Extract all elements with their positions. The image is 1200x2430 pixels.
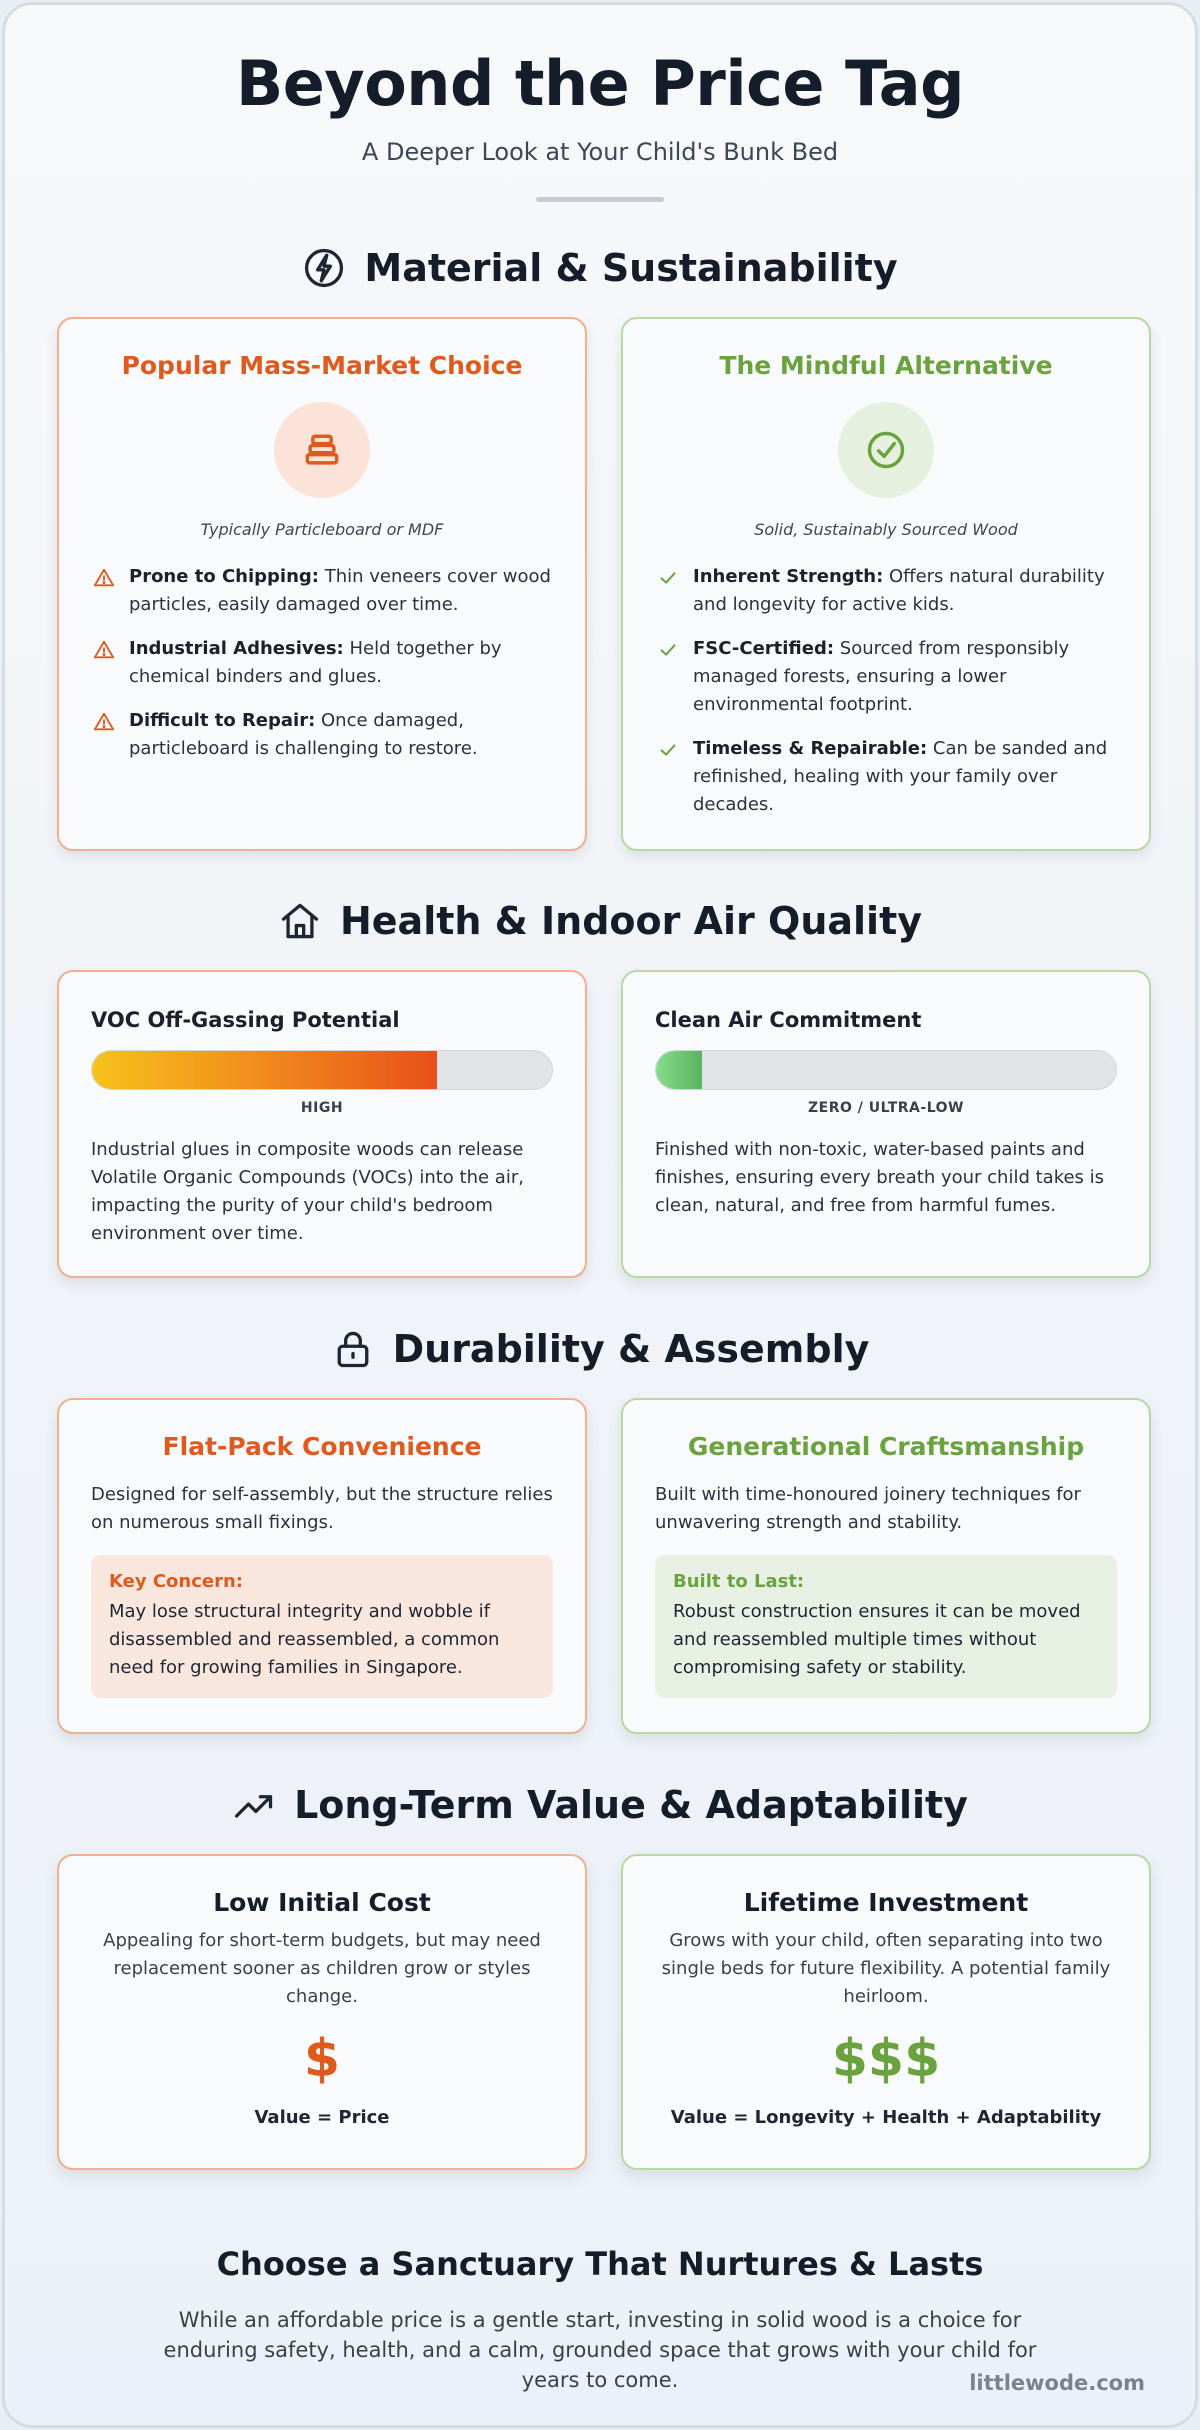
item-text: Offers natural durability and longevity for active kids. — [693, 566, 1105, 615]
concern-text: Robust construction ensures it can be moved and reassembled multiple times without compromising safety or stability. — [673, 1601, 1081, 1678]
card-flat-pack — [57, 1398, 587, 1734]
card-mass-market-material — [57, 317, 587, 851]
clean-air-level-label: ZERO / ULTRA-LOW — [808, 1100, 964, 1116]
card-heading: Generational Craftsmanship — [687, 1432, 1085, 1461]
item-text: Can be sanded and refinished, healing with your family over decades. — [693, 738, 1108, 815]
voc-level-label: HIGH — [300, 1100, 344, 1116]
item-text: Once damaged, particleboard is challenging to restore. — [129, 710, 478, 759]
item-label: Inherent Strength: — [693, 566, 884, 587]
section-title-material — [5, 243, 1195, 293]
price-symbol: $ — [303, 2029, 341, 2089]
warning-icon — [93, 567, 115, 589]
card-heading: VOC Off-Gassing Potential — [91, 1008, 400, 1032]
layers-icon — [300, 428, 344, 472]
card-voc-potential — [57, 970, 587, 1278]
section-title-durability — [5, 1324, 1195, 1374]
card-description: Designed for self-assembly, but the structure relies on numerous small fixings. — [91, 1484, 553, 1533]
card-mindful-material — [621, 317, 1151, 851]
card-heading: Popular Mass-Market Choice — [121, 351, 523, 380]
card-clean-air — [621, 970, 1151, 1278]
check-icon — [657, 639, 679, 661]
item-text: Held together by chemical binders and glues. — [129, 638, 502, 687]
value-equation: Value = Longevity + Health + Adaptability — [670, 2107, 1102, 2128]
footer-title: Choose a Sanctuary That Nurtures & Lasts — [216, 2245, 984, 2283]
header-divider — [536, 197, 664, 202]
check-circle-icon — [864, 428, 908, 472]
card-craftsmanship — [621, 1398, 1151, 1734]
key-concern-box — [91, 1555, 553, 1698]
list-item — [93, 635, 551, 691]
card-lifetime-investment — [621, 1854, 1151, 2170]
item-label: Industrial Adhesives: — [129, 638, 344, 659]
infographic-frame — [2, 2, 1198, 2428]
benefits-list — [657, 563, 1115, 819]
badge-check — [838, 402, 934, 498]
card-heading: Lifetime Investment — [743, 1888, 1029, 1917]
card-heading: Low Initial Cost — [213, 1888, 431, 1917]
section-title-value — [5, 1780, 1195, 1830]
item-label: Timeless & Repairable: — [693, 738, 928, 759]
badge-layers — [274, 402, 370, 498]
voc-level-bar — [91, 1050, 553, 1090]
footer-text: While an affordable price is a gentle start, investing in solid wood is a choice for enduring safety, health, and a calm, grounded space that grows with your child for years to come. — [163, 2308, 1037, 2392]
trend-up-icon — [232, 1783, 276, 1827]
item-label: Prone to Chipping: — [129, 566, 319, 587]
clean-air-level-fill — [656, 1051, 702, 1089]
warning-icon — [93, 639, 115, 661]
drawbacks-list — [93, 563, 551, 763]
card-description: Grows with your child, often separating into two single beds for future flexibility. A potential family heirloom. — [661, 1930, 1111, 2007]
section-title-text: Material & Sustainability — [364, 246, 898, 290]
section-title-text: Long-Term Value & Adaptability — [294, 1783, 968, 1827]
section-title-health — [5, 896, 1195, 946]
item-text: Sourced from responsibly managed forests, ensuring a lower environmental footprint. — [693, 638, 1070, 715]
list-item — [93, 563, 551, 619]
page-subtitle: A Deeper Look at Your Child's Bunk Bed — [361, 138, 839, 166]
card-description: Finished with non-toxic, water-based paints and finishes, ensuring every breath your child takes is clean, natural, and free from harmful fumes. — [655, 1139, 1105, 1216]
section-title-text: Health & Indoor Air Quality — [339, 899, 923, 943]
concern-title: Key Concern: — [109, 1571, 243, 1592]
house-icon — [278, 899, 322, 943]
leaf-bolt-icon — [302, 246, 346, 290]
material-caption: Solid, Sustainably Sourced Wood — [754, 520, 1018, 539]
concern-text: May lose structural integrity and wobble if disassembled and reassembled, a common need for growing families in Singapore. — [109, 1601, 500, 1678]
card-heading: Clean Air Commitment — [655, 1008, 922, 1032]
check-icon — [657, 739, 679, 761]
card-low-cost — [57, 1854, 587, 2170]
value-equation: Value = Price — [254, 2107, 390, 2128]
list-item — [657, 635, 1115, 719]
section-title-text: Durability & Assembly — [392, 1327, 870, 1371]
clean-air-level-bar — [655, 1050, 1117, 1090]
concern-title: Built to Last: — [673, 1571, 805, 1592]
list-item — [657, 563, 1115, 619]
warning-icon — [93, 711, 115, 733]
material-caption: Typically Particleboard or MDF — [200, 520, 444, 539]
item-text: Thin veneers cover wood particles, easily damaged over time. — [129, 566, 551, 615]
check-icon — [657, 567, 679, 589]
built-to-last-box — [655, 1555, 1117, 1698]
card-description: Built with time-honoured joinery techniques for unwavering strength and stability. — [655, 1484, 1081, 1533]
lock-icon — [331, 1327, 375, 1371]
brand-link[interactable]: littlewode.com — [969, 2371, 1145, 2395]
voc-level-fill — [92, 1051, 437, 1089]
price-symbol: $$$ — [831, 2029, 941, 2089]
item-label: Difficult to Repair: — [129, 710, 316, 731]
page-header — [5, 45, 1195, 202]
card-description: Appealing for short-term budgets, but may need replacement sooner as children grow or styles change. — [103, 1930, 541, 2007]
page-title: Beyond the Price Tag — [235, 47, 964, 120]
card-heading: The Mindful Alternative — [719, 351, 1053, 380]
list-item — [93, 707, 551, 763]
card-description: Industrial glues in composite woods can release Volatile Organic Compounds (VOCs) into the air, impacting the purity of your child's bedroom environment over time. — [91, 1139, 524, 1244]
item-label: FSC-Certified: — [693, 638, 835, 659]
list-item — [657, 735, 1115, 819]
card-heading: Flat-Pack Convenience — [162, 1432, 482, 1461]
